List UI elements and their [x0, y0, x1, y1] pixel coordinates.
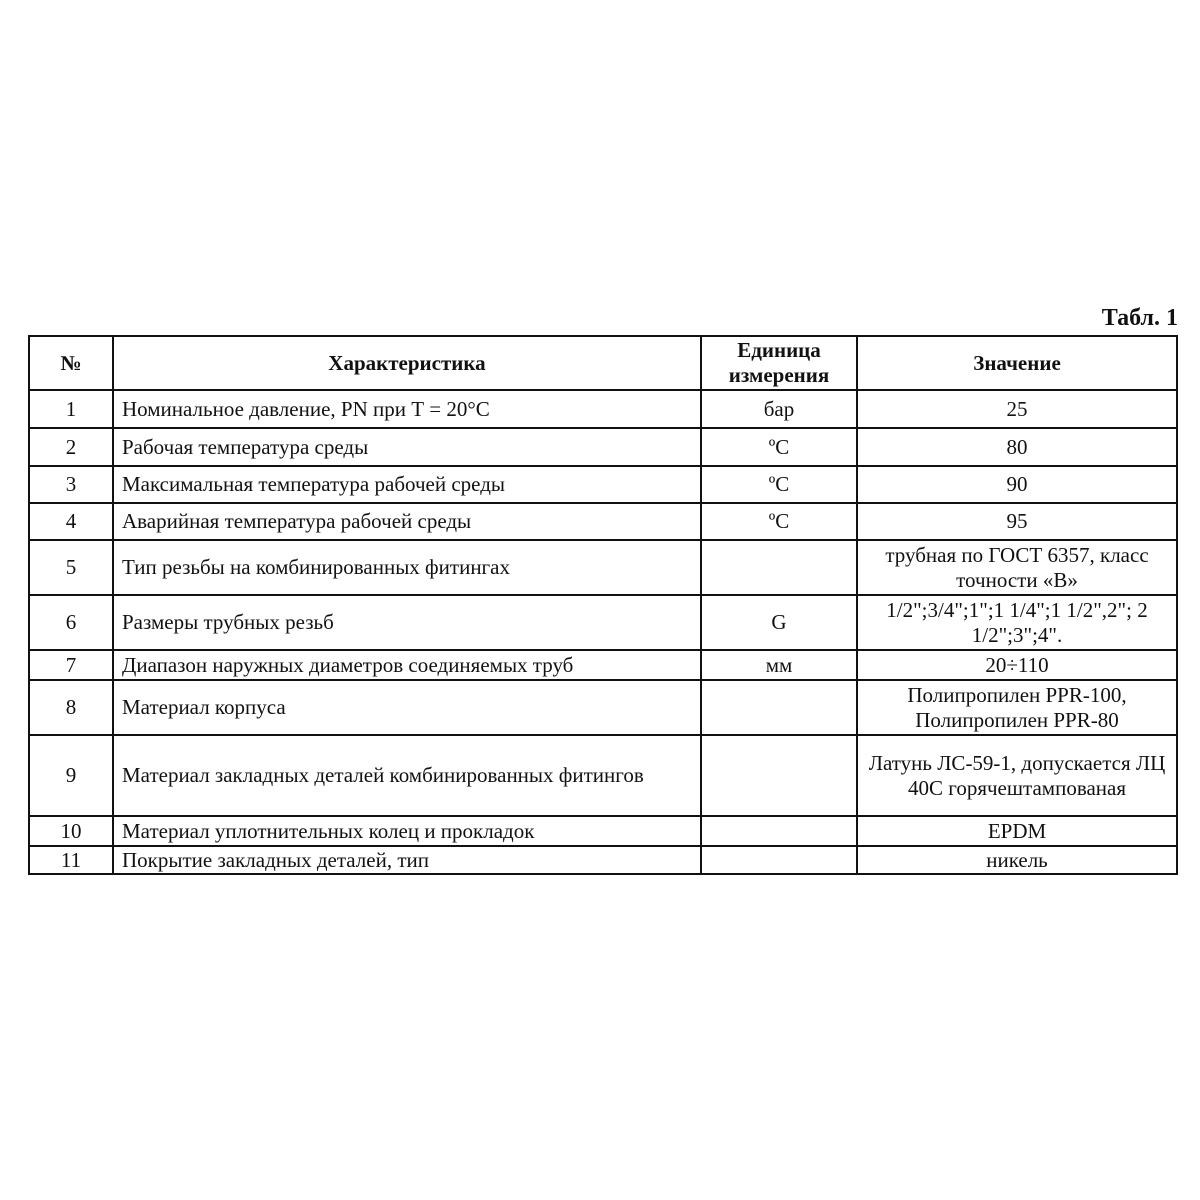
row-num: 8	[29, 680, 113, 735]
row-characteristic: Рабочая температура среды	[113, 428, 701, 466]
row-characteristic: Номинальное давление, PN при Т = 20°С	[113, 390, 701, 428]
row-characteristic: Материал закладных деталей комбинированных фитингов	[113, 735, 701, 816]
row-characteristic: Размеры трубных резьб	[113, 595, 701, 650]
row-unit: мм	[701, 650, 857, 680]
row-unit	[701, 816, 857, 846]
row-num: 7	[29, 650, 113, 680]
row-num: 6	[29, 595, 113, 650]
row-value: трубная по ГОСТ 6357, класс точности «В»	[857, 540, 1177, 595]
spec-table	[28, 335, 1178, 875]
row-value: Полипропилен PPR-100, Полипропилен PPR-80	[857, 680, 1177, 735]
table-row	[29, 540, 1177, 595]
row-unit: ºС	[701, 428, 857, 466]
header-unit: Единица измерения	[701, 336, 857, 390]
header-value: Значение	[857, 336, 1177, 390]
row-unit: ºС	[701, 466, 857, 503]
row-characteristic: Диапазон наружных диаметров соединяемых труб	[113, 650, 701, 680]
row-unit: G	[701, 595, 857, 650]
row-unit	[701, 680, 857, 735]
row-value: 90	[857, 466, 1177, 503]
row-unit	[701, 735, 857, 816]
header-row	[29, 336, 1177, 390]
row-characteristic: Максимальная температура рабочей среды	[113, 466, 701, 503]
row-num: 1	[29, 390, 113, 428]
row-num: 5	[29, 540, 113, 595]
table-row	[29, 650, 1177, 680]
row-value: 1/2";3/4";1";1 1/4";1 1/2",2"; 2 1/2";3";4".	[857, 595, 1177, 650]
row-unit: ºС	[701, 503, 857, 540]
row-value: 20÷110	[857, 650, 1177, 680]
row-num: 9	[29, 735, 113, 816]
row-unit	[701, 540, 857, 595]
row-unit	[701, 846, 857, 874]
table-row	[29, 735, 1177, 816]
table-row	[29, 428, 1177, 466]
table-row	[29, 503, 1177, 540]
row-value: 80	[857, 428, 1177, 466]
table-row	[29, 846, 1177, 874]
row-num: 10	[29, 816, 113, 846]
table-row	[29, 680, 1177, 735]
header-num: №	[29, 336, 113, 390]
table-row	[29, 390, 1177, 428]
row-value: 25	[857, 390, 1177, 428]
header-characteristic: Характеристика	[113, 336, 701, 390]
row-characteristic: Материал уплотнительных колец и прокладок	[113, 816, 701, 846]
row-num: 3	[29, 466, 113, 503]
row-characteristic: Аварийная температура рабочей среды	[113, 503, 701, 540]
row-value: EPDM	[857, 816, 1177, 846]
row-characteristic: Материал корпуса	[113, 680, 701, 735]
row-value: 95	[857, 503, 1177, 540]
row-value: Латунь ЛС-59-1, допускается ЛЦ 40С горячештампованая	[857, 735, 1177, 816]
row-unit: бар	[701, 390, 857, 428]
table-row	[29, 595, 1177, 650]
table-row	[29, 816, 1177, 846]
table-row	[29, 466, 1177, 503]
row-num: 4	[29, 503, 113, 540]
table-caption: Табл. 1	[1101, 305, 1178, 331]
row-num: 11	[29, 846, 113, 874]
row-characteristic: Тип резьбы на комбинированных фитингах	[113, 540, 701, 595]
row-characteristic: Покрытие закладных деталей, тип	[113, 846, 701, 874]
row-num: 2	[29, 428, 113, 466]
row-value: никель	[857, 846, 1177, 874]
